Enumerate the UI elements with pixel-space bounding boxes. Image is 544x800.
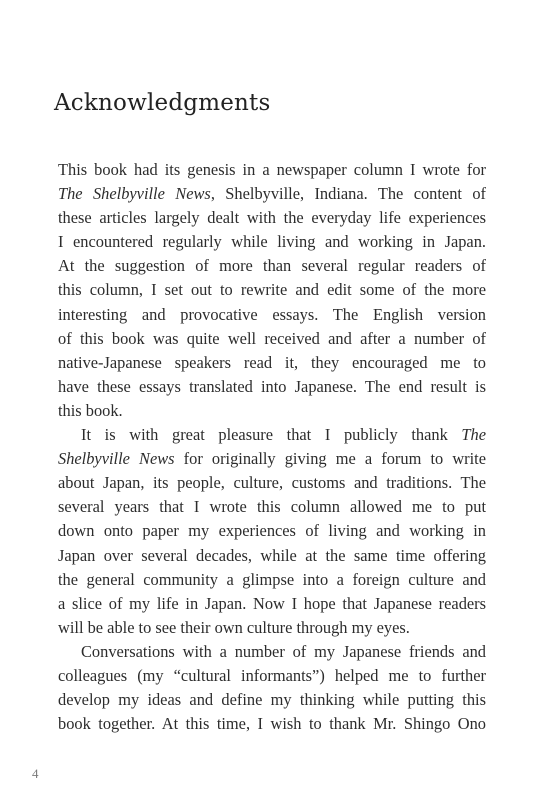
text-line — [58, 664, 486, 688]
text-line — [58, 688, 486, 712]
chapter-heading: Acknowledgments — [54, 90, 271, 116]
text-run: this column, I set out to rewrite and edit some of the more — [58, 280, 486, 300]
text-run: will be able to see their own culture through my eyes. — [58, 617, 410, 637]
text-line — [58, 568, 486, 592]
text-run: several years that I wrote this column allowed me to put — [58, 497, 486, 517]
text-run: about Japan, its people, culture, customs and traditions. The — [58, 473, 486, 493]
text-line — [58, 182, 486, 206]
text-run: Conversations with a number of my Japanese friends and — [81, 641, 486, 661]
text-line — [58, 544, 486, 568]
text-line — [58, 447, 486, 471]
italic-text: The — [461, 425, 486, 445]
text-line — [58, 399, 486, 423]
text-line — [58, 327, 486, 351]
text-run: interesting and provocative essays. The English version — [58, 304, 486, 324]
text-line — [58, 592, 486, 616]
paragraph — [58, 158, 486, 423]
text-run: I encountered regularly while living and working in Japan. — [58, 232, 486, 252]
text-line — [58, 158, 486, 182]
text-line — [58, 495, 486, 519]
text-run: the general community a glimpse into a foreign culture and — [58, 569, 486, 589]
text-line — [58, 351, 486, 375]
italic-text: Shelbyville News — [58, 449, 175, 469]
text-run: of this book was quite well received and after a number of — [58, 328, 486, 348]
text-run: book together. At this time, I wish to thank Mr. Shingo Ono — [58, 714, 486, 734]
text-run: native-Japanese speakers read it, they encouraged me to — [58, 352, 486, 372]
text-line — [58, 278, 486, 302]
text-run: colleagues (my “cultural informants”) helped me to further — [58, 665, 486, 685]
text-line — [58, 206, 486, 230]
text-line — [58, 423, 486, 447]
text-run: At the suggestion of more than several regular readers of — [58, 256, 486, 276]
text-run: Japan over several decades, while at the same time offering — [58, 545, 486, 565]
paragraph — [58, 640, 486, 736]
text-line — [58, 254, 486, 278]
text-line — [58, 616, 486, 640]
text-run: This book had its genesis in a newspaper column I wrote for — [58, 160, 486, 179]
page-number: 4 — [32, 766, 39, 781]
body-text — [58, 158, 486, 736]
text-run: this book. — [58, 400, 123, 420]
text-line — [58, 303, 486, 327]
text-line — [58, 471, 486, 495]
text-run: a slice of my life in Japan. Now I hope that Japanese readers — [58, 593, 486, 613]
text-line — [58, 375, 486, 399]
text-run: , Shelbyville, Indiana. The content of — [210, 184, 486, 204]
text-line — [58, 519, 486, 543]
text-line — [58, 712, 486, 736]
text-run: these articles largely dealt with the everyday life experiences — [58, 208, 486, 228]
paragraph — [58, 423, 486, 640]
text-run: down onto paper my experiences of living and working in — [58, 521, 486, 541]
text-line — [58, 640, 486, 664]
text-run: develop my ideas and define my thinking while putting this — [58, 690, 486, 710]
text-run: It is with great pleasure that I publicly thank — [81, 425, 462, 445]
text-run: for originally giving me a forum to write — [174, 449, 486, 469]
text-run: have these essays translated into Japanese. The end result is — [58, 376, 486, 396]
italic-text: The Shelbyville News — [58, 184, 211, 204]
text-line — [58, 230, 486, 254]
